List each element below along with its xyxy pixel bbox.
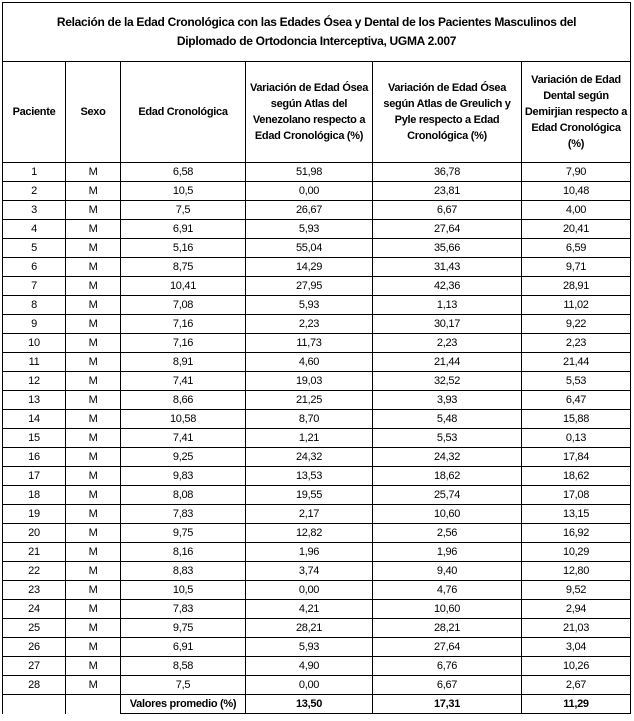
cell-variacion-demirjian: 18,62 xyxy=(522,467,631,486)
cell-variacion-demirjian: 2,67 xyxy=(522,676,631,695)
cell-edad-cronologica: 7,16 xyxy=(121,315,246,334)
cell-edad-cronologica: 7,83 xyxy=(121,600,246,619)
cell-variacion-greulich-pyle: 31,43 xyxy=(373,258,522,277)
cell-paciente: 13 xyxy=(3,391,66,410)
cell-variacion-demirjian: 9,52 xyxy=(522,581,631,600)
cell-variacion-greulich-pyle: 30,17 xyxy=(373,315,522,334)
cell-sexo: M xyxy=(66,239,121,258)
cell-sexo: M xyxy=(66,505,121,524)
cell-variacion-demirjian: 9,22 xyxy=(522,315,631,334)
table-body xyxy=(3,163,631,695)
cell-variacion-greulich-pyle: 2,56 xyxy=(373,524,522,543)
cell-variacion-demirjian: 21,44 xyxy=(522,353,631,372)
table-row xyxy=(3,429,631,448)
cell-sexo: M xyxy=(66,581,121,600)
table-row xyxy=(3,562,631,581)
cell-variacion-venezolano: 1,21 xyxy=(246,429,373,448)
cell-edad-cronologica: 8,91 xyxy=(121,353,246,372)
cell-edad-cronologica: 7,16 xyxy=(121,334,246,353)
cell-paciente: 6 xyxy=(3,258,66,277)
table-row xyxy=(3,296,631,315)
header-edad-cronologica: Edad Cronológica xyxy=(121,62,246,163)
cell-edad-cronologica: 8,58 xyxy=(121,657,246,676)
cell-sexo: M xyxy=(66,600,121,619)
header-variacion-demirjian: Variación de Edad Dental según Demirjian respecto a Edad Cronológica (%) xyxy=(522,62,631,163)
cell-variacion-greulich-pyle: 6,67 xyxy=(373,201,522,220)
cell-variacion-venezolano: 0,00 xyxy=(246,182,373,201)
cell-edad-cronologica: 8,16 xyxy=(121,543,246,562)
average-greulich-pyle: 17,31 xyxy=(373,695,522,714)
cell-variacion-demirjian: 10,26 xyxy=(522,657,631,676)
cell-variacion-venezolano: 4,60 xyxy=(246,353,373,372)
cell-variacion-greulich-pyle: 1,13 xyxy=(373,296,522,315)
cell-edad-cronologica: 10,58 xyxy=(121,410,246,429)
cell-variacion-venezolano: 8,70 xyxy=(246,410,373,429)
cell-sexo: M xyxy=(66,429,121,448)
cell-variacion-venezolano: 51,98 xyxy=(246,163,373,182)
cell-variacion-demirjian: 2,94 xyxy=(522,600,631,619)
cell-paciente: 3 xyxy=(3,201,66,220)
cell-paciente: 20 xyxy=(3,524,66,543)
cell-sexo: M xyxy=(66,334,121,353)
cell-sexo: M xyxy=(66,201,121,220)
cell-variacion-greulich-pyle: 10,60 xyxy=(373,505,522,524)
table-title xyxy=(3,3,631,62)
cell-variacion-demirjian: 13,15 xyxy=(522,505,631,524)
cell-variacion-greulich-pyle: 42,36 xyxy=(373,277,522,296)
cell-paciente: 23 xyxy=(3,581,66,600)
cell-paciente: 4 xyxy=(3,220,66,239)
cell-variacion-greulich-pyle: 36,78 xyxy=(373,163,522,182)
header-variacion-greulich-pyle: Variación de Edad Ósea según Atlas de Greulich y Pyle respecto a Edad Cronológica (%) xyxy=(373,62,522,163)
cell-variacion-demirjian: 15,88 xyxy=(522,410,631,429)
cell-sexo: M xyxy=(66,448,121,467)
table-row xyxy=(3,524,631,543)
cell-variacion-greulich-pyle: 4,76 xyxy=(373,581,522,600)
table-row xyxy=(3,486,631,505)
cell-variacion-venezolano: 0,00 xyxy=(246,581,373,600)
cell-variacion-venezolano: 11,73 xyxy=(246,334,373,353)
table-row xyxy=(3,410,631,429)
cell-paciente: 27 xyxy=(3,657,66,676)
cell-edad-cronologica: 7,83 xyxy=(121,505,246,524)
cell-paciente: 25 xyxy=(3,619,66,638)
cell-sexo: M xyxy=(66,277,121,296)
table-row xyxy=(3,239,631,258)
cell-sexo: M xyxy=(66,410,121,429)
cell-variacion-venezolano: 2,17 xyxy=(246,505,373,524)
cell-sexo: M xyxy=(66,562,121,581)
cell-variacion-venezolano: 19,55 xyxy=(246,486,373,505)
cell-variacion-venezolano: 27,95 xyxy=(246,277,373,296)
table-row xyxy=(3,600,631,619)
cell-paciente: 2 xyxy=(3,182,66,201)
cell-variacion-venezolano: 5,93 xyxy=(246,296,373,315)
cell-variacion-venezolano: 28,21 xyxy=(246,619,373,638)
table-row xyxy=(3,315,631,334)
cell-variacion-greulich-pyle: 27,64 xyxy=(373,638,522,657)
cell-variacion-greulich-pyle: 6,76 xyxy=(373,657,522,676)
cell-paciente: 19 xyxy=(3,505,66,524)
table-row xyxy=(3,372,631,391)
cell-variacion-greulich-pyle: 32,52 xyxy=(373,372,522,391)
cell-variacion-greulich-pyle: 25,74 xyxy=(373,486,522,505)
cell-sexo: M xyxy=(66,163,121,182)
cell-sexo: M xyxy=(66,353,121,372)
cell-sexo: M xyxy=(66,467,121,486)
cell-variacion-venezolano: 55,04 xyxy=(246,239,373,258)
cell-variacion-demirjian: 5,53 xyxy=(522,372,631,391)
cell-variacion-greulich-pyle: 3,93 xyxy=(373,391,522,410)
cell-paciente: 11 xyxy=(3,353,66,372)
table-row xyxy=(3,543,631,562)
cell-paciente: 12 xyxy=(3,372,66,391)
cell-paciente: 28 xyxy=(3,676,66,695)
average-venezolano: 13,50 xyxy=(246,695,373,714)
cell-edad-cronologica: 7,41 xyxy=(121,372,246,391)
cell-sexo: M xyxy=(66,372,121,391)
cell-variacion-venezolano: 26,67 xyxy=(246,201,373,220)
cell-variacion-greulich-pyle: 9,40 xyxy=(373,562,522,581)
cell-variacion-greulich-pyle: 28,21 xyxy=(373,619,522,638)
cell-variacion-demirjian: 17,08 xyxy=(522,486,631,505)
cell-edad-cronologica: 8,75 xyxy=(121,258,246,277)
cell-variacion-demirjian: 10,48 xyxy=(522,182,631,201)
cell-edad-cronologica: 6,58 xyxy=(121,163,246,182)
data-table xyxy=(2,2,631,714)
table-row xyxy=(3,505,631,524)
cell-variacion-demirjian: 16,92 xyxy=(522,524,631,543)
cell-variacion-venezolano: 24,32 xyxy=(246,448,373,467)
cell-edad-cronologica: 10,5 xyxy=(121,182,246,201)
table-row xyxy=(3,353,631,372)
cell-variacion-greulich-pyle: 5,53 xyxy=(373,429,522,448)
header-variacion-venezolano: Variación de Edad Ósea según Atlas del Venezolano respecto a Edad Cronológica (%) xyxy=(246,62,373,163)
cell-variacion-greulich-pyle: 21,44 xyxy=(373,353,522,372)
cell-variacion-demirjian: 0,13 xyxy=(522,429,631,448)
cell-variacion-venezolano: 5,93 xyxy=(246,638,373,657)
cell-sexo: M xyxy=(66,182,121,201)
cell-variacion-demirjian: 4,00 xyxy=(522,201,631,220)
cell-sexo: M xyxy=(66,543,121,562)
cell-paciente: 8 xyxy=(3,296,66,315)
cell-edad-cronologica: 6,91 xyxy=(121,220,246,239)
table-row xyxy=(3,391,631,410)
table-row xyxy=(3,258,631,277)
cell-variacion-demirjian: 9,71 xyxy=(522,258,631,277)
cell-paciente: 9 xyxy=(3,315,66,334)
averages-blank-cell xyxy=(66,695,121,714)
cell-edad-cronologica: 7,5 xyxy=(121,201,246,220)
cell-variacion-venezolano: 0,00 xyxy=(246,676,373,695)
averages-blank-cell xyxy=(3,695,66,714)
cell-paciente: 17 xyxy=(3,467,66,486)
header-paciente: Paciente xyxy=(3,62,66,163)
cell-edad-cronologica: 6,91 xyxy=(121,638,246,657)
cell-paciente: 15 xyxy=(3,429,66,448)
header-row xyxy=(3,62,631,163)
cell-sexo: M xyxy=(66,619,121,638)
table-title-line-2: Diplomado de Ortodoncia Interceptiva, UGMA 2.007 xyxy=(176,34,457,48)
cell-variacion-demirjian: 6,59 xyxy=(522,239,631,258)
cell-variacion-venezolano: 2,23 xyxy=(246,315,373,334)
table-title-line-1: Relación de la Edad Cronológica con las Edades Ósea y Dental de los Pacientes Masculinos del xyxy=(56,15,577,29)
cell-variacion-greulich-pyle: 6,67 xyxy=(373,676,522,695)
cell-variacion-demirjian: 7,90 xyxy=(522,163,631,182)
cell-variacion-demirjian: 12,80 xyxy=(522,562,631,581)
cell-edad-cronologica: 9,75 xyxy=(121,524,246,543)
cell-sexo: M xyxy=(66,524,121,543)
header-sexo: Sexo xyxy=(66,62,121,163)
cell-sexo: M xyxy=(66,315,121,334)
cell-sexo: M xyxy=(66,638,121,657)
table-row xyxy=(3,676,631,695)
cell-variacion-greulich-pyle: 1,96 xyxy=(373,543,522,562)
table-row xyxy=(3,467,631,486)
cell-variacion-greulich-pyle: 2,23 xyxy=(373,334,522,353)
cell-sexo: M xyxy=(66,220,121,239)
cell-paciente: 24 xyxy=(3,600,66,619)
cell-variacion-venezolano: 14,29 xyxy=(246,258,373,277)
averages-row xyxy=(3,695,631,714)
cell-edad-cronologica: 8,66 xyxy=(121,391,246,410)
cell-edad-cronologica: 7,5 xyxy=(121,676,246,695)
cell-variacion-greulich-pyle: 10,60 xyxy=(373,600,522,619)
cell-sexo: M xyxy=(66,391,121,410)
cell-variacion-venezolano: 4,21 xyxy=(246,600,373,619)
cell-variacion-venezolano: 1,96 xyxy=(246,543,373,562)
cell-edad-cronologica: 9,83 xyxy=(121,467,246,486)
cell-variacion-demirjian: 3,04 xyxy=(522,638,631,657)
cell-variacion-demirjian: 20,41 xyxy=(522,220,631,239)
cell-variacion-demirjian: 17,84 xyxy=(522,448,631,467)
cell-variacion-greulich-pyle: 24,32 xyxy=(373,448,522,467)
cell-variacion-venezolano: 19,03 xyxy=(246,372,373,391)
cell-variacion-greulich-pyle: 35,66 xyxy=(373,239,522,258)
table-row xyxy=(3,619,631,638)
cell-paciente: 16 xyxy=(3,448,66,467)
cell-edad-cronologica: 9,25 xyxy=(121,448,246,467)
cell-variacion-demirjian: 10,29 xyxy=(522,543,631,562)
cell-edad-cronologica: 9,75 xyxy=(121,619,246,638)
table-row xyxy=(3,581,631,600)
cell-paciente: 22 xyxy=(3,562,66,581)
cell-paciente: 14 xyxy=(3,410,66,429)
table-row xyxy=(3,220,631,239)
cell-variacion-demirjian: 6,47 xyxy=(522,391,631,410)
table-row xyxy=(3,163,631,182)
cell-sexo: M xyxy=(66,676,121,695)
cell-edad-cronologica: 8,08 xyxy=(121,486,246,505)
average-demirjian: 11,29 xyxy=(522,695,631,714)
cell-variacion-demirjian: 2,23 xyxy=(522,334,631,353)
table-row xyxy=(3,334,631,353)
cell-variacion-demirjian: 11,02 xyxy=(522,296,631,315)
cell-variacion-greulich-pyle: 27,64 xyxy=(373,220,522,239)
cell-variacion-venezolano: 21,25 xyxy=(246,391,373,410)
cell-paciente: 7 xyxy=(3,277,66,296)
cell-edad-cronologica: 5,16 xyxy=(121,239,246,258)
cell-variacion-venezolano: 12,82 xyxy=(246,524,373,543)
table-row xyxy=(3,182,631,201)
cell-variacion-venezolano: 3,74 xyxy=(246,562,373,581)
cell-sexo: M xyxy=(66,258,121,277)
cell-edad-cronologica: 7,08 xyxy=(121,296,246,315)
cell-paciente: 10 xyxy=(3,334,66,353)
table-row xyxy=(3,638,631,657)
cell-edad-cronologica: 10,5 xyxy=(121,581,246,600)
cell-variacion-greulich-pyle: 5,48 xyxy=(373,410,522,429)
table-row xyxy=(3,201,631,220)
averages-label: Valores promedio (%) xyxy=(121,695,246,714)
cell-variacion-venezolano: 13,53 xyxy=(246,467,373,486)
cell-paciente: 21 xyxy=(3,543,66,562)
cell-sexo: M xyxy=(66,296,121,315)
cell-edad-cronologica: 8,83 xyxy=(121,562,246,581)
table-row xyxy=(3,448,631,467)
cell-sexo: M xyxy=(66,657,121,676)
cell-variacion-greulich-pyle: 18,62 xyxy=(373,467,522,486)
cell-edad-cronologica: 7,41 xyxy=(121,429,246,448)
cell-variacion-greulich-pyle: 23,81 xyxy=(373,182,522,201)
cell-paciente: 5 xyxy=(3,239,66,258)
table-row xyxy=(3,277,631,296)
cell-variacion-venezolano: 5,93 xyxy=(246,220,373,239)
cell-paciente: 18 xyxy=(3,486,66,505)
cell-paciente: 1 xyxy=(3,163,66,182)
cell-variacion-venezolano: 4,90 xyxy=(246,657,373,676)
cell-sexo: M xyxy=(66,486,121,505)
cell-edad-cronologica: 10,41 xyxy=(121,277,246,296)
table-row xyxy=(3,657,631,676)
cell-variacion-demirjian: 21,03 xyxy=(522,619,631,638)
cell-paciente: 26 xyxy=(3,638,66,657)
cell-variacion-demirjian: 28,91 xyxy=(522,277,631,296)
